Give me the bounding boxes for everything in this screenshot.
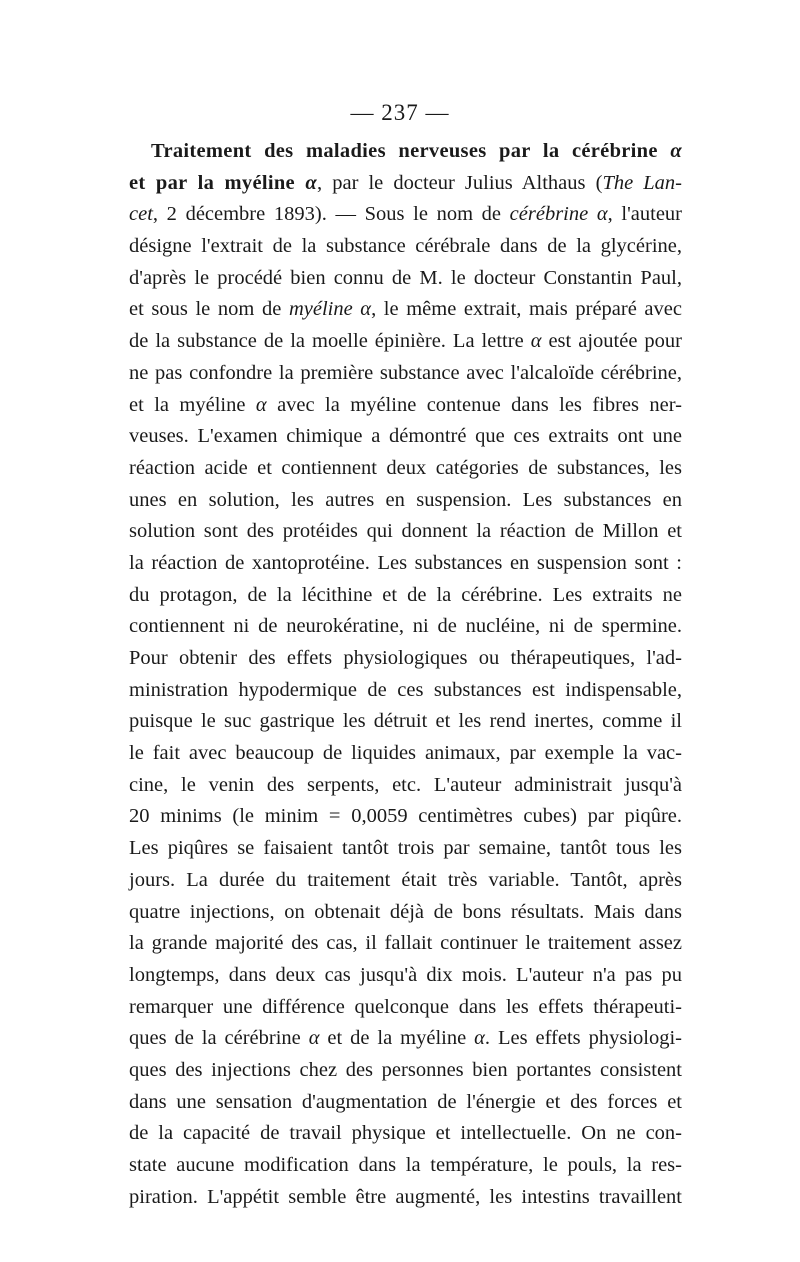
text-line bbox=[129, 294, 682, 326]
italic-text: α bbox=[530, 330, 542, 353]
body-text: le fait avec beaucoup de liquides animaux, par exemple la vac- bbox=[129, 742, 682, 765]
heading-text: Traitement des maladies nerveuses par la cérébrine bbox=[151, 140, 671, 162]
text-line bbox=[129, 231, 682, 263]
heading-text: α bbox=[305, 171, 317, 194]
text-line bbox=[129, 833, 682, 865]
body-text: ne pas confondre la première substance avec l'alcaloïde cérébrine, bbox=[129, 361, 682, 384]
italic-text: myéline α bbox=[288, 298, 372, 321]
body-text: cine, le venin des serpents, etc. L'auteur administrait jusqu'à bbox=[129, 773, 682, 796]
italic-text: The Lan- bbox=[602, 171, 683, 194]
text-line bbox=[129, 706, 682, 738]
text-line bbox=[129, 1118, 682, 1150]
text-line bbox=[129, 358, 682, 390]
text-line bbox=[129, 611, 682, 643]
body-text: du protagon, de la lécithine et de la cérébrine. Les extraits ne bbox=[129, 583, 682, 606]
body-text: piration. L'appétit semble être augmenté, les intestins travaillent bbox=[129, 1185, 682, 1208]
body-text: state aucune modification dans la température, le pouls, la res- bbox=[129, 1154, 682, 1176]
body-text: désigne l'extrait de la substance cérébrale dans de la glycérine, bbox=[129, 235, 682, 258]
body-text: réaction acide et contiennent deux catégories de substances, les bbox=[129, 456, 682, 479]
text-line bbox=[129, 770, 682, 802]
italic-text: α bbox=[308, 1027, 320, 1050]
text-line bbox=[129, 390, 682, 422]
heading-text: α bbox=[670, 140, 682, 162]
body-text: de la substance de la moelle épinière. La lettre bbox=[129, 330, 531, 353]
body-text: , l'auteur bbox=[607, 203, 683, 226]
text-line bbox=[129, 960, 682, 992]
text-line bbox=[129, 675, 682, 707]
text-line bbox=[129, 516, 682, 548]
text-line bbox=[129, 1055, 682, 1087]
text-line bbox=[129, 485, 682, 517]
body-text: et de la myéline bbox=[319, 1027, 475, 1050]
text-line bbox=[129, 548, 682, 580]
body-text: dans une sensation d'augmentation de l'énergie et des forces et bbox=[129, 1090, 682, 1113]
body-text: quatre injections, on obtenait déjà de bons résultats. Mais dans bbox=[129, 900, 682, 923]
italic-text: α bbox=[255, 393, 267, 416]
body-text: Les piqûres se faisaient tantôt trois par semaine, tantôt tous les bbox=[129, 837, 682, 860]
text-line bbox=[129, 643, 682, 675]
heading-text: et par la myéline bbox=[129, 171, 306, 194]
text-line bbox=[129, 992, 682, 1024]
italic-text: cérébrine α bbox=[509, 203, 608, 226]
text-line bbox=[129, 326, 682, 358]
text-line bbox=[129, 897, 682, 929]
body-text: Pour obtenir des effets physiologiques ou thérapeutiques, l'ad- bbox=[129, 647, 682, 669]
text-line bbox=[129, 263, 682, 295]
text-line bbox=[129, 1150, 682, 1182]
text-line bbox=[129, 1087, 682, 1119]
body-text: puisque le suc gastrique les détruit et les rend inertes, comme il bbox=[129, 710, 682, 733]
body-text: veuses. L'examen chimique a démontré que ces extraits ont une bbox=[129, 425, 682, 448]
body-text: de la capacité de travail physique et intellectuelle. On ne con- bbox=[129, 1122, 682, 1145]
page-number: — 237 — bbox=[350, 100, 450, 125]
body-text: , le même extrait, mais préparé avec bbox=[371, 298, 682, 321]
body-text: est ajoutée pour bbox=[541, 330, 683, 353]
body-text: contiennent ni de neurokératine, ni de nucléine, ni de spermine. bbox=[129, 615, 682, 638]
italic-text: α bbox=[474, 1027, 485, 1050]
body-text: , 2 décembre 1893). — Sous le nom de bbox=[152, 203, 510, 226]
text-line bbox=[129, 421, 682, 453]
body-text: 20 minims (le minim = 0,0059 centimètres cubes) par piqûre. bbox=[129, 805, 682, 828]
body-text: la grande majorité des cas, il fallait continuer le traitement assez bbox=[129, 932, 682, 955]
text-line bbox=[129, 1023, 682, 1055]
text-line bbox=[129, 168, 682, 200]
body-text: unes en solution, les autres en suspension. Les substances en bbox=[129, 488, 682, 511]
text-line bbox=[129, 199, 682, 231]
body-text: remarquer une différence quelconque dans les effets thérapeuti- bbox=[129, 995, 682, 1018]
text-line bbox=[129, 865, 682, 897]
body-text: et sous le nom de bbox=[129, 298, 289, 321]
body-text: ministration hypodermique de ces substances est indispensable, bbox=[129, 678, 682, 701]
body-text: d'après le procédé bien connu de M. le docteur Constantin Paul, bbox=[129, 266, 682, 289]
text-line bbox=[129, 1182, 682, 1214]
body-text: ques de la cérébrine bbox=[129, 1027, 309, 1050]
article-body bbox=[129, 136, 682, 1213]
text-line bbox=[129, 136, 682, 168]
text-line bbox=[129, 453, 682, 485]
body-text: jours. La durée du traitement était très variable. Tantôt, après bbox=[129, 868, 682, 891]
body-text: avec la myéline contenue dans les fibres ner- bbox=[266, 393, 683, 416]
body-text: . Les effets physiologi- bbox=[484, 1027, 682, 1050]
body-text: longtemps, dans deux cas jusqu'à dix mois. L'auteur n'a pas pu bbox=[129, 963, 682, 986]
body-text: et la myéline bbox=[129, 393, 256, 416]
text-line bbox=[129, 928, 682, 960]
body-text: la réaction de xantoprotéine. Les substances en suspension sont : bbox=[129, 551, 682, 574]
body-text: solution sont des protéides qui donnent la réaction de Millon et bbox=[129, 520, 682, 543]
text-line bbox=[129, 801, 682, 833]
italic-text: cet bbox=[129, 203, 153, 226]
body-text: ques des injections chez des personnes bien portantes consistent bbox=[129, 1058, 682, 1081]
text-line bbox=[129, 738, 682, 770]
text-line bbox=[129, 580, 682, 612]
body-text: , par le docteur Julius Althaus ( bbox=[317, 171, 603, 194]
